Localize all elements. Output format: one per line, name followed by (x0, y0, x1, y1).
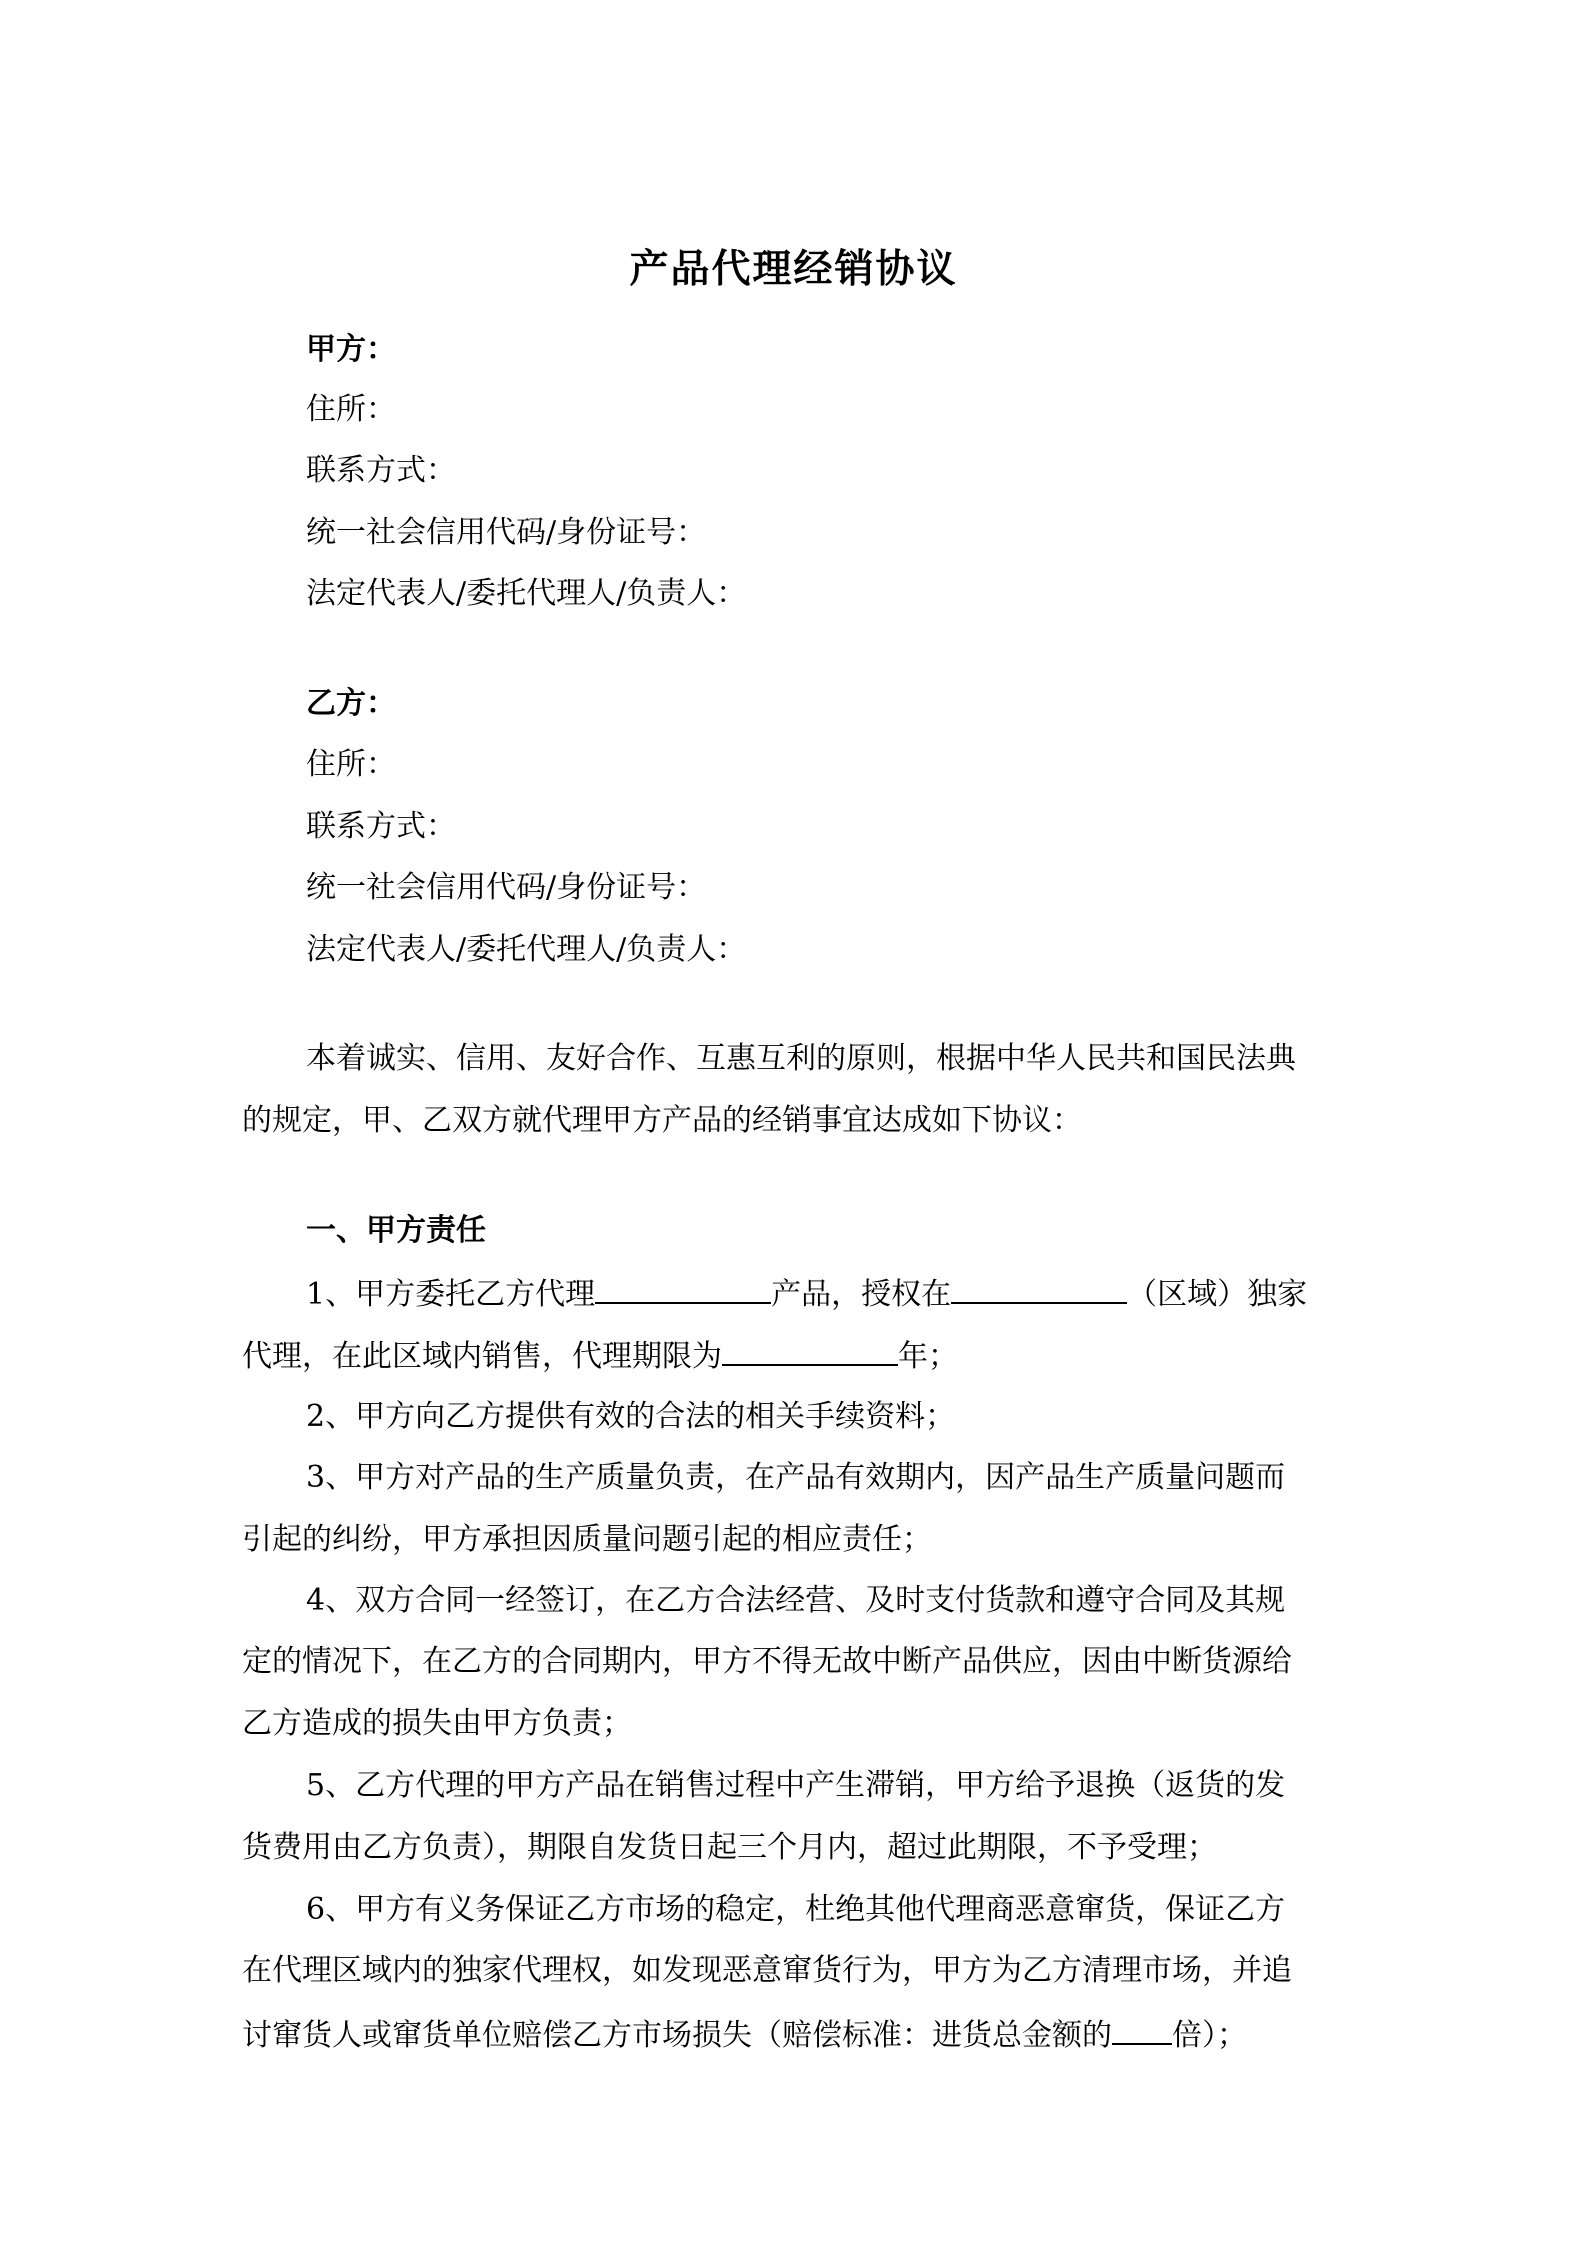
section-heading: 一、甲方责任 (306, 1213, 486, 1248)
party-b-credit-code: 统一社会信用代码/身份证号： (306, 870, 707, 905)
clause-4-line-3: 乙方造成的损失由甲方负责； (242, 1706, 632, 1741)
party-a-credit-code: 统一社会信用代码/身份证号： (306, 515, 707, 550)
party-b-contact: 联系方式： (306, 809, 456, 844)
clause-3-line-2: 引起的纠纷，甲方承担因质量问题引起的相应责任； (242, 1522, 932, 1557)
clause-1-text: 代理，在此区域内销售，代理期限为 (242, 1339, 722, 1374)
party-a-address: 住所： (306, 392, 396, 427)
clause-6-line-3 (242, 2013, 1247, 2056)
clause-1-text: 年； (898, 1339, 958, 1374)
region-blank (951, 1272, 1127, 1304)
party-b-representative: 法定代表人/委托代理人/负责人： (306, 932, 747, 967)
document-title: 产品代理经销协议 (629, 246, 958, 292)
clause-6-text: 倍）； (1172, 2018, 1247, 2053)
clause-4-line-1: 4、双方合同一经签订，在乙方合法经营、及时支付货款和遵守合同及其规 (306, 1583, 1286, 1618)
multiplier-blank (1112, 2013, 1172, 2045)
clause-6-line-2: 在代理区域内的独家代理权，如发现恶意窜货行为，甲方为乙方清理市场，并追 (242, 1953, 1292, 1988)
preamble-line-2: 的规定，甲、乙双方就代理甲方产品的经销事宜达成如下协议： (242, 1103, 1082, 1138)
clause-4-line-2: 定的情况下，在乙方的合同期内，甲方不得无故中断产品供应，因由中断货源给 (242, 1644, 1292, 1679)
clause-1-line-1 (306, 1272, 1307, 1315)
clause-5-line-2: 货费用由乙方负责），期限自发货日起三个月内，超过此期限，不予受理； (242, 1830, 1217, 1865)
product-blank (595, 1272, 771, 1304)
clause-6-line-1: 6、甲方有义务保证乙方市场的稳定，杜绝其他代理商恶意窜货，保证乙方 (306, 1892, 1286, 1927)
clause-2: 2、甲方向乙方提供有效的合法的相关手续资料； (306, 1399, 956, 1434)
clause-6-text: 讨窜货人或窜货单位赔偿乙方市场损失（赔偿标准：进货总金额的 (242, 2018, 1112, 2053)
clause-1-line-2 (242, 1334, 958, 1377)
clause-3-line-1: 3、甲方对产品的生产质量负责，在产品有效期内，因产品生产质量问题而 (306, 1460, 1286, 1495)
party-a-label: 甲方： (306, 332, 396, 367)
clause-5-line-1: 5、乙方代理的甲方产品在销售过程中产生滞销，甲方给予退换（返货的发 (306, 1768, 1286, 1803)
term-blank (722, 1334, 898, 1366)
party-b-address: 住所： (306, 747, 396, 782)
clause-1-text: 产品，授权在 (771, 1277, 952, 1312)
party-a-contact: 联系方式： (306, 453, 456, 488)
preamble-line-1: 本着诚实、信用、友好合作、互惠互利的原则，根据中华人民共和国民法典 (306, 1041, 1296, 1076)
party-b-label: 乙方： (306, 686, 396, 721)
clause-1-text: 1、甲方委托乙方代理 (306, 1277, 596, 1312)
party-a-representative: 法定代表人/委托代理人/负责人： (306, 576, 747, 611)
clause-1-text: （区域）独家 (1127, 1277, 1308, 1312)
